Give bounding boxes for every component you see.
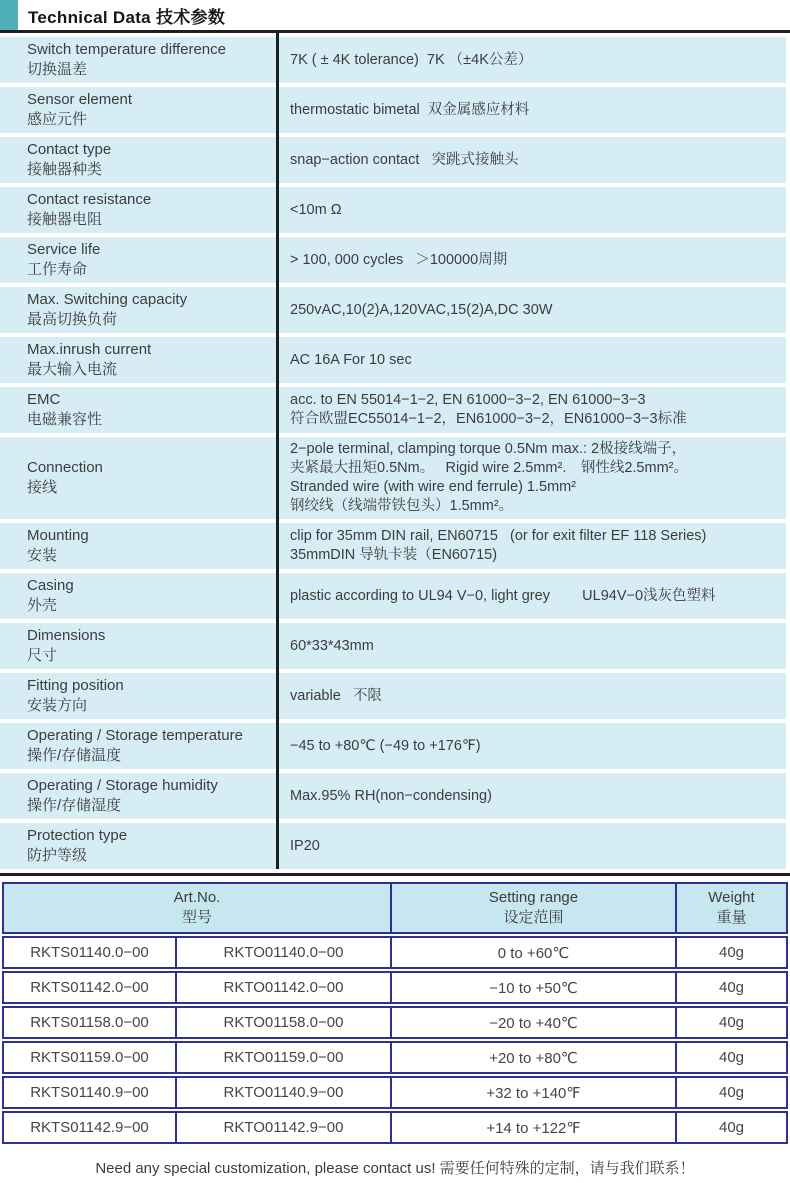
spec-label-zh: 外壳 xyxy=(27,597,58,614)
order-row xyxy=(2,971,788,1004)
spec-row xyxy=(0,287,786,333)
spec-label-en: Sensor element xyxy=(27,91,133,108)
order-cell-art-s: RKTS01140.0−00 xyxy=(30,944,149,961)
order-table-rows xyxy=(2,936,788,1144)
spec-label xyxy=(0,437,276,519)
spec-label-zh: 感应元件 xyxy=(27,111,88,128)
order-cell-art-s: RKTS01142.9−00 xyxy=(30,1119,149,1136)
spec-value xyxy=(276,37,786,83)
spec-label xyxy=(0,137,276,183)
spec-value xyxy=(276,387,786,433)
spec-value-line: IP20 xyxy=(290,837,320,854)
spec-value xyxy=(276,623,786,669)
spec-label-en: Protection type xyxy=(27,827,128,844)
spec-value xyxy=(276,87,786,133)
order-cell-art-s: RKTS01159.0−00 xyxy=(30,1049,149,1066)
spec-value xyxy=(276,137,786,183)
spec-value-line: 钢绞线（线端带铁包头）1.5mm²。 xyxy=(290,498,514,514)
section-divider xyxy=(0,873,790,876)
spec-label-en: Max. Switching capacity xyxy=(27,291,188,308)
order-row xyxy=(2,1076,788,1109)
spec-label-zh: 电磁兼容性 xyxy=(27,411,103,428)
spec-table-rows xyxy=(0,37,790,869)
spec-value xyxy=(276,337,786,383)
spec-value xyxy=(276,773,786,819)
spec-row xyxy=(0,337,786,383)
spec-label xyxy=(0,723,276,769)
spec-label-zh: 工作寿命 xyxy=(27,261,88,278)
spec-value xyxy=(276,287,786,333)
spec-label-en: Contact resistance xyxy=(27,191,152,208)
spec-value xyxy=(276,437,786,519)
spec-row xyxy=(0,673,786,719)
order-row xyxy=(2,1041,788,1074)
spec-label xyxy=(0,187,276,233)
spec-row xyxy=(0,773,786,819)
spec-value-line: Max.95% RH(non−condensing) xyxy=(290,787,492,804)
spec-label-en: Service life xyxy=(27,241,101,258)
order-row xyxy=(2,1111,788,1144)
spec-value-line: Stranded wire (with wire end ferrule) 1.5mm² xyxy=(290,479,577,495)
order-cell-weight: 40g xyxy=(675,1008,786,1037)
order-cell-range: +14 to +122℉ xyxy=(390,1113,675,1142)
spec-row xyxy=(0,187,786,233)
spec-value xyxy=(276,523,786,569)
spec-value-line: 符合欧盟EC55014−1−2，EN61000−3−2，EN61000−3−3标准 xyxy=(290,411,687,427)
spec-row xyxy=(0,237,786,283)
order-table xyxy=(2,882,788,1144)
spec-value-line: 60*33*43mm xyxy=(290,637,374,654)
spec-label-zh: 最大输入电流 xyxy=(27,361,118,378)
order-cell-art-o: RKTO01159.0−00 xyxy=(175,1043,390,1072)
page-title: Technical Data 技术参数 xyxy=(28,7,226,27)
order-header-artno-en: Art.No. xyxy=(173,889,221,906)
order-cell-weight: 40g xyxy=(675,938,786,967)
spec-label-zh: 防护等级 xyxy=(27,847,88,864)
spec-label-zh: 接触器电阻 xyxy=(27,211,103,228)
spec-label-zh: 安装方向 xyxy=(27,697,88,714)
spec-label-en: Fitting position xyxy=(27,677,124,694)
spec-label xyxy=(0,337,276,383)
spec-value-line: variable 不限 xyxy=(290,687,382,704)
spec-row xyxy=(0,437,786,519)
spec-value-line: 2−pole terminal, clamping torque 0.5Nm max.: 2极接线端子， xyxy=(290,441,687,457)
spec-value-line: snap−action contact 突跳式接触头 xyxy=(290,151,519,168)
order-cell-art-o: RKTO01142.9−00 xyxy=(175,1113,390,1142)
order-cell-art-s: RKTS01142.0−00 xyxy=(30,979,149,996)
spec-value-line: −45 to +80℃ (−49 to +176℉) xyxy=(290,737,481,754)
spec-label xyxy=(0,823,276,869)
spec-label-zh: 安装 xyxy=(27,547,58,564)
order-cell-range: +20 to +80℃ xyxy=(390,1043,675,1072)
spec-value-line: acc. to EN 55014−1−2, EN 61000−3−2, EN 61000−3−3 xyxy=(290,392,646,408)
spec-label-en: Operating / Storage humidity xyxy=(27,777,218,794)
spec-value-line: thermostatic bimetal 双金属感应材料 xyxy=(290,101,530,118)
spec-label xyxy=(0,623,276,669)
order-cell-weight: 40g xyxy=(675,1043,786,1072)
spec-label-en: Switch temperature difference xyxy=(27,41,226,58)
spec-label-en: Max.inrush current xyxy=(27,341,152,358)
spec-row xyxy=(0,573,786,619)
order-cell-art-o: RKTO01140.9−00 xyxy=(175,1078,390,1107)
spec-label xyxy=(0,237,276,283)
order-cell-weight: 40g xyxy=(675,1113,786,1142)
order-header-weight-en: Weight xyxy=(708,889,755,906)
spec-value xyxy=(276,673,786,719)
spec-value-line: > 100, 000 cycles ＞100000周期 xyxy=(290,251,508,268)
spec-value xyxy=(276,187,786,233)
spec-label-en: EMC xyxy=(27,391,61,408)
order-cell-range: −20 to +40℃ xyxy=(390,1008,675,1037)
order-header-range-en: Setting range xyxy=(488,889,579,906)
order-cell-art-o: RKTO01140.0−00 xyxy=(175,938,390,967)
order-cell-art-o: RKTO01142.0−00 xyxy=(175,973,390,1002)
spec-label-en: Operating / Storage temperature xyxy=(27,727,243,744)
spec-label-zh: 接触器种类 xyxy=(27,161,103,178)
page-header xyxy=(0,0,790,30)
spec-value xyxy=(276,723,786,769)
accent-bar xyxy=(0,0,18,30)
spec-label xyxy=(0,37,276,83)
spec-value xyxy=(276,573,786,619)
spec-value-line: clip for 35mm DIN rail, EN60715 (or for exit filter EF 118 Series) xyxy=(290,528,707,544)
spec-value-line: 夹紧最大扭矩0.5Nm。 Rigid wire 2.5mm². 钢性线2.5mm²。 xyxy=(290,460,688,476)
spec-label-zh: 接线 xyxy=(27,479,58,496)
spec-row xyxy=(0,623,786,669)
spec-value xyxy=(276,237,786,283)
spec-label xyxy=(0,673,276,719)
order-header-artno xyxy=(4,884,390,932)
order-row xyxy=(2,936,788,969)
order-cell-weight: 40g xyxy=(675,1078,786,1107)
spec-value-line: <10m Ω xyxy=(290,201,342,218)
spec-label-en: Connection xyxy=(27,459,103,476)
spec-value-line: 250vAC,10(2)A,120VAC,15(2)A,DC 30W xyxy=(290,301,553,318)
spec-label-zh: 尺寸 xyxy=(27,647,58,664)
order-header-weight xyxy=(675,884,786,932)
spec-label-en: Mounting xyxy=(27,527,89,544)
spec-value-line: AC 16A For 10 sec xyxy=(290,351,412,368)
spec-label xyxy=(0,387,276,433)
spec-label xyxy=(0,287,276,333)
order-cell-weight: 40g xyxy=(675,973,786,1002)
spec-value-line: 7K ( ± 4K tolerance) 7K （±4K公差） xyxy=(290,51,533,68)
order-table-header xyxy=(2,882,788,934)
spec-label-zh: 操作/存储湿度 xyxy=(27,797,122,814)
order-row xyxy=(2,1006,788,1039)
spec-row xyxy=(0,37,786,83)
spec-row xyxy=(0,523,786,569)
spec-label xyxy=(0,773,276,819)
spec-row xyxy=(0,387,786,433)
spec-row xyxy=(0,137,786,183)
order-cell-range: +32 to +140℉ xyxy=(390,1078,675,1107)
spec-label-en: Contact type xyxy=(27,141,112,158)
spec-value-line: plastic according to UL94 V−0, light grey UL94V−0浅灰色塑料 xyxy=(290,587,716,604)
footer-note: Need any special customization, please contact us! 需要任何特殊的定制，请与我们联系！ xyxy=(95,1160,695,1177)
spec-label-en: Casing xyxy=(27,577,74,594)
order-header-range-zh: 设定范围 xyxy=(503,909,564,926)
spec-value xyxy=(276,823,786,869)
spec-label-en: Dimensions xyxy=(27,627,106,644)
spec-value-line: 35mmDIN 导轨卡装（EN60715) xyxy=(290,547,498,563)
spec-row xyxy=(0,823,786,869)
spec-row xyxy=(0,87,786,133)
order-header-weight-zh: 重量 xyxy=(716,909,747,926)
spec-label-zh: 最高切换负荷 xyxy=(27,311,118,328)
order-cell-range: 0 to +60℃ xyxy=(390,938,675,967)
spec-column-divider xyxy=(276,33,279,869)
order-header-range xyxy=(390,884,675,932)
spec-label-zh: 切换温差 xyxy=(27,61,88,78)
spec-table xyxy=(0,33,790,869)
order-cell-art-s: RKTS01140.9−00 xyxy=(30,1084,149,1101)
spec-label xyxy=(0,87,276,133)
order-cell-range: −10 to +50℃ xyxy=(390,973,675,1002)
spec-label xyxy=(0,523,276,569)
spec-row xyxy=(0,723,786,769)
order-cell-art-s: RKTS01158.0−00 xyxy=(30,1014,149,1031)
spec-label-zh: 操作/存储温度 xyxy=(27,747,122,764)
spec-label xyxy=(0,573,276,619)
order-header-artno-zh: 型号 xyxy=(181,909,212,926)
order-cell-art-o: RKTO01158.0−00 xyxy=(175,1008,390,1037)
